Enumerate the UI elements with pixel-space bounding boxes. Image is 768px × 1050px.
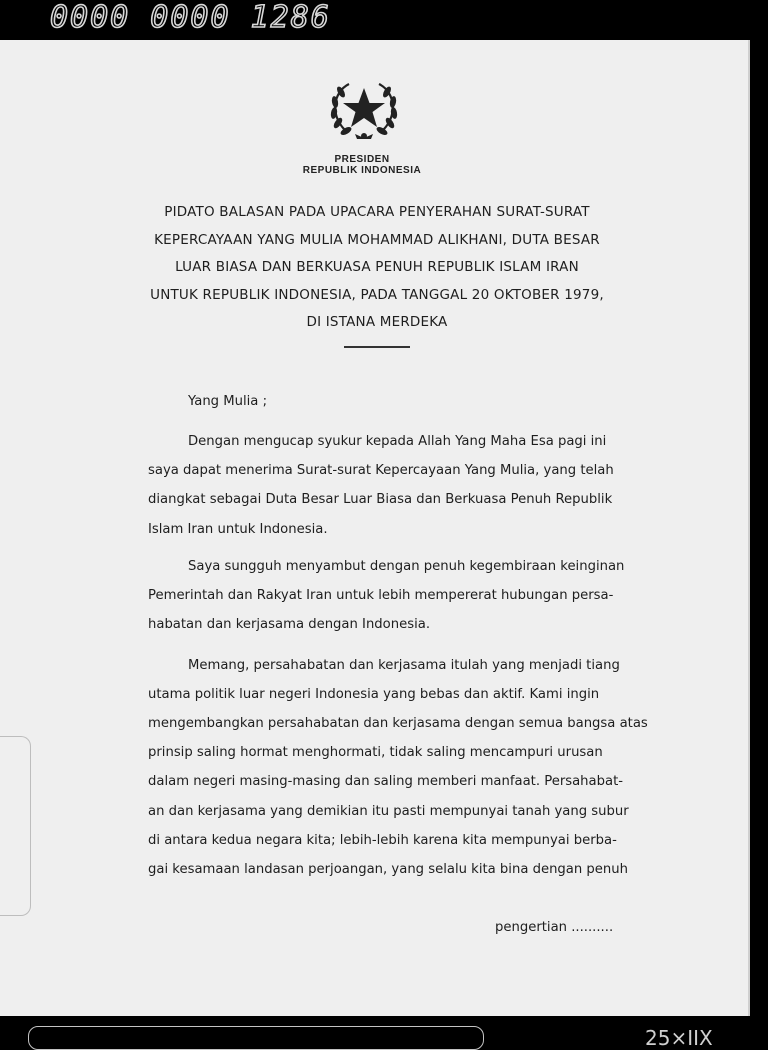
- paragraph-line: Pemerintah dan Rakyat Iran untuk lebih mempererat hubungan persa-: [148, 588, 614, 603]
- paragraph-line: an dan kerjasama yang demikian itu pasti mempunyai tanah yang subur: [148, 804, 629, 819]
- title-line: PIDATO BALASAN PADA UPACARA PENYERAHAN SURAT-SURAT: [164, 204, 590, 220]
- document-page: [0, 40, 750, 1050]
- speech-title: [120, 199, 634, 337]
- film-right-edge: [750, 40, 768, 1024]
- paragraph-line: utama politik luar negeri Indonesia yang bebas dan aktif. Kami ingin: [148, 687, 600, 702]
- title-line: UNTUK REPUBLIK INDONESIA, PADA TANGGAL 20 OKTOBER 1979,: [150, 286, 604, 303]
- paragraph-line: Saya sungguh menyambut dengan penuh kegembiraan keinginan: [188, 559, 625, 574]
- letterhead-country: REPUBLIK INDONESIA: [302, 165, 422, 176]
- paragraph-line: dalam negeri masing-masing dan saling memberi manfaat. Persahabat-: [148, 774, 624, 789]
- paragraph-line: di antara kedua negara kita; lebih-lebih karena kita mempunyai berba-: [148, 833, 617, 848]
- title-line: KEPERCAYAAN YANG MULIA MOHAMMAD ALIKHANI, DUTA BESAR: [154, 231, 600, 248]
- reduction-ratio-mark: 25×IIX: [645, 1026, 713, 1050]
- film-bottom-strip: [28, 1026, 484, 1050]
- paragraph-line: prinsip saling hormat menghormati, tidak saling mencampuri urusan: [148, 745, 603, 760]
- paragraph-line: saya dapat menerima Surat-surat Kepercayaan Yang Mulia, yang telah: [148, 463, 614, 478]
- paragraph-line: Dengan mengucap syukur kepada Allah Yang Maha Esa pagi ini: [188, 434, 607, 449]
- garuda-star-wreath-icon: [319, 76, 409, 142]
- film-bottom-edge: [0, 1016, 768, 1024]
- title-line: DI ISTANA MERDEKA: [306, 314, 448, 330]
- paragraph-line: habatan dan kerjasama dengan Indonesia.: [148, 617, 431, 632]
- frame-number: 0000 0000 1286: [50, 0, 331, 35]
- paragraph-line: Memang, persahabatan dan kerjasama itulah yang menjadi tiang: [188, 658, 620, 673]
- paragraph-line: diangkat sebagai Duta Besar Luar Biasa dan Berkuasa Penuh Republik: [148, 492, 613, 507]
- title-line: LUAR BIASA DAN BERKUASA PENUH REPUBLIK ISLAM IRAN: [175, 259, 579, 275]
- title-underline: [344, 346, 410, 348]
- paragraph-line: Islam Iran untuk Indonesia.: [148, 522, 328, 537]
- letterhead: [262, 154, 462, 176]
- letterhead-office: PRESIDEN: [334, 154, 390, 165]
- paragraph-line: gai kesamaan landasan perjoangan, yang selalu kita bina dengan penuh: [148, 862, 628, 877]
- catchword: pengertian ..........: [495, 920, 614, 935]
- paragraph-line: mengembangkan persahabatan dan kerjasama dengan semua bangsa atas: [148, 716, 648, 731]
- salutation: Yang Mulia ;: [188, 394, 268, 409]
- film-strip: [0, 0, 768, 40]
- film-margin-mark: [0, 736, 31, 916]
